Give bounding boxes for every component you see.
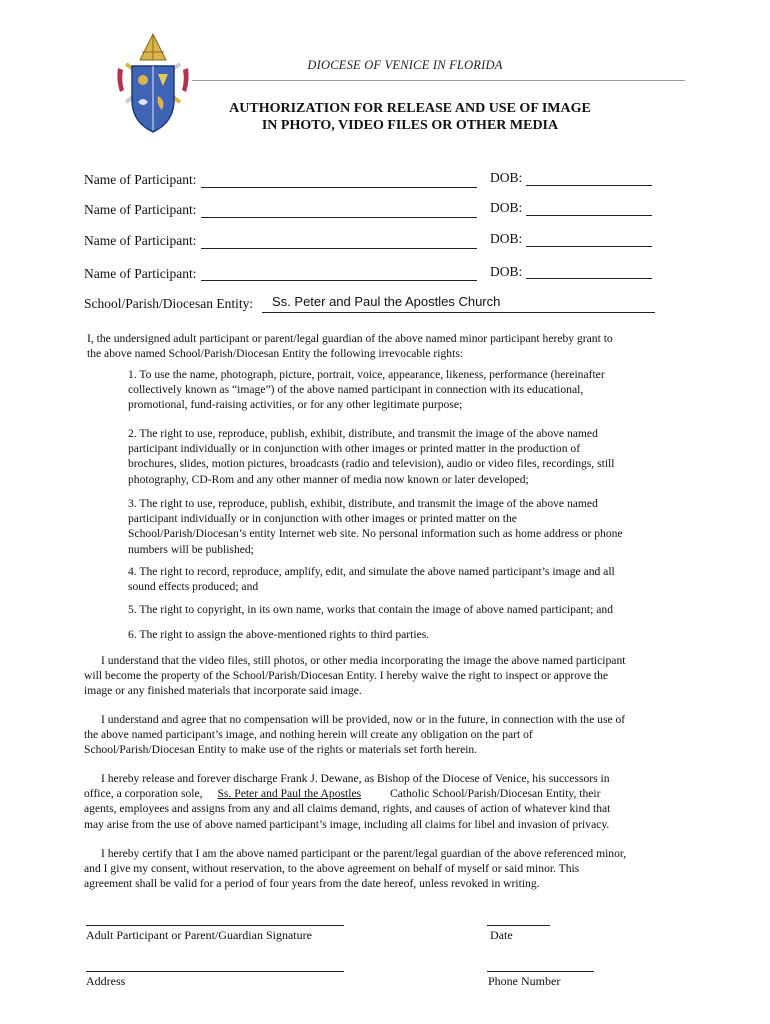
address-label: Address bbox=[86, 974, 126, 988]
participant-name-field-3[interactable] bbox=[201, 248, 477, 249]
right-1-line: promotional, fund-raising activities, or for any other legitimate purpose; bbox=[128, 398, 463, 412]
release-line-prefix: office, a corporation sole, bbox=[84, 787, 203, 801]
right-2-line: brochures, slides, motion pictures, broadcasts (radio and television), audio or video files, recordings, still bbox=[128, 457, 615, 471]
understand-line: image or any finished materials that incorporate said image. bbox=[84, 684, 362, 698]
release-line bbox=[84, 786, 694, 801]
intro-line: I, the undersigned adult participant or parent/legal guardian of the above named minor participant hereby grant to bbox=[87, 332, 613, 345]
right-3-line: participant individually or in conjunction with other images or printed matter on the bbox=[128, 512, 517, 526]
dob-field-3[interactable] bbox=[526, 246, 652, 247]
release-line: agents, employees and assigns from any and all claims demand, rights, and causes of action of whatever kind that bbox=[84, 802, 611, 816]
right-2-line: photography, CD-Rom and any other manner of media now known or later developed; bbox=[128, 472, 529, 486]
title-line-2: IN PHOTO, VIDEO FILES OR OTHER MEDIA bbox=[261, 118, 559, 133]
release-line: I hereby release and forever discharge Frank J. Dewane, as Bishop of the Diocese of Venice, his successors in bbox=[101, 772, 610, 785]
agree-line: the above named participant’s image, and nothing herein will create any obligation on the part of bbox=[84, 728, 533, 742]
entity-label: School/Parish/Diocesan Entity: bbox=[84, 296, 254, 311]
right-3 bbox=[128, 496, 688, 557]
understand-line: will become the property of the School/Parish/Diocesan Entity. I hereby waive the right to inspect or approve the bbox=[84, 669, 609, 683]
diocese-name: DIOCESE OF VENICE IN FLORIDA bbox=[307, 58, 503, 72]
right-2-line: 2. The right to use, reproduce, publish, exhibit, distribute, and transmit the image of the above named bbox=[128, 427, 598, 440]
right-3-line: School/Parish/Diocesan’s entity Internet web site. No personal information such as home address or phone bbox=[128, 527, 623, 541]
entity-inline-field[interactable]: Ss. Peter and Paul the Apostles bbox=[217, 787, 362, 801]
right-3-line: 3. The right to use, reproduce, publish, exhibit, distribute, and transmit the image of the above named bbox=[128, 497, 598, 510]
right-2-line: participant individually or in conjunction with other images or printed matter in the production of bbox=[128, 442, 581, 456]
dob-label: DOB: bbox=[490, 200, 523, 215]
intro-line: the above named School/Parish/Diocesan Entity the following irrevocable rights: bbox=[87, 347, 464, 361]
signature-field[interactable] bbox=[86, 925, 344, 926]
entity-field-line bbox=[262, 312, 655, 313]
certify-line: and I give my consent, without reservation, to the above agreement on behalf of myself or said minor. This bbox=[84, 862, 580, 876]
document-title bbox=[160, 100, 660, 134]
understand-line: I understand that the video files, still photos, or other media incorporating the image the above named participant bbox=[101, 654, 626, 667]
date-field[interactable] bbox=[487, 925, 550, 926]
agree-line: I understand and agree that no compensation will be provided, now or in the future, in connection with the use of bbox=[101, 713, 626, 726]
participant-name-field-2[interactable] bbox=[201, 217, 477, 218]
right-3-line: numbers will be published; bbox=[128, 542, 254, 556]
release-paragraph bbox=[84, 771, 694, 832]
entity-field-value[interactable]: Ss. Peter and Paul the Apostles Church bbox=[272, 294, 501, 309]
right-1 bbox=[128, 367, 688, 413]
certify-paragraph bbox=[84, 846, 694, 892]
release-line: may arise from the use of above named participant’s image, including all claims for libel and invasion of privacy. bbox=[84, 817, 610, 831]
intro-paragraph bbox=[87, 331, 687, 361]
right-2 bbox=[128, 426, 688, 487]
title-line-1: AUTHORIZATION FOR RELEASE AND USE OF IMAGE bbox=[229, 101, 591, 116]
participant-name-label: Name of Participant: bbox=[84, 202, 197, 217]
right-6: 6. The right to assign the above-mentioned rights to third parties. bbox=[128, 628, 430, 641]
signature-label: Adult Participant or Parent/Guardian Signature bbox=[86, 928, 312, 942]
phone-label: Phone Number bbox=[488, 974, 561, 988]
date-label: Date bbox=[490, 928, 513, 942]
dob-field-4[interactable] bbox=[526, 278, 652, 279]
certify-line: I hereby certify that I am the above named participant or the parent/legal guardian of the above referenced minor, bbox=[101, 847, 627, 860]
dob-label: DOB: bbox=[490, 170, 523, 185]
right-4-line: sound effects produced; and bbox=[128, 580, 259, 594]
right-4 bbox=[128, 564, 688, 594]
agree-paragraph bbox=[84, 712, 694, 758]
understand-paragraph bbox=[84, 653, 694, 699]
address-field[interactable] bbox=[86, 971, 344, 972]
dob-label: DOB: bbox=[490, 264, 523, 279]
participant-name-label: Name of Participant: bbox=[84, 172, 197, 187]
release-line-suffix: Catholic School/Parish/Diocesan Entity, their bbox=[390, 787, 601, 801]
right-1-line: 1. To use the name, photograph, picture, portrait, voice, appearance, likeness, performance (hereinafter bbox=[128, 368, 605, 381]
phone-field[interactable] bbox=[487, 971, 594, 972]
agree-line: School/Parish/Diocesan Entity to make use of the rights or materials set forth herein. bbox=[84, 743, 478, 757]
participant-name-label: Name of Participant: bbox=[84, 233, 197, 248]
right-1-line: collectively known as “image”) of the above named participant in connection with its educational, bbox=[128, 383, 584, 397]
participant-name-field-4[interactable] bbox=[201, 280, 477, 281]
right-4-line: 4. The right to record, reproduce, amplify, edit, and simulate the above named participant’s image and all bbox=[128, 565, 615, 578]
right-5: 5. The right to copyright, in its own name, works that contain the image of above named participant; and bbox=[128, 603, 613, 616]
participant-name-field-1[interactable] bbox=[201, 187, 477, 188]
dob-field-1[interactable] bbox=[526, 185, 652, 186]
certify-line: agreement shall be valid for a period of four years from the date hereof, unless revoked in writing. bbox=[84, 877, 540, 891]
dob-field-2[interactable] bbox=[526, 215, 652, 216]
header-rule bbox=[192, 80, 685, 81]
participant-name-label: Name of Participant: bbox=[84, 266, 197, 281]
dob-label: DOB: bbox=[490, 231, 523, 246]
